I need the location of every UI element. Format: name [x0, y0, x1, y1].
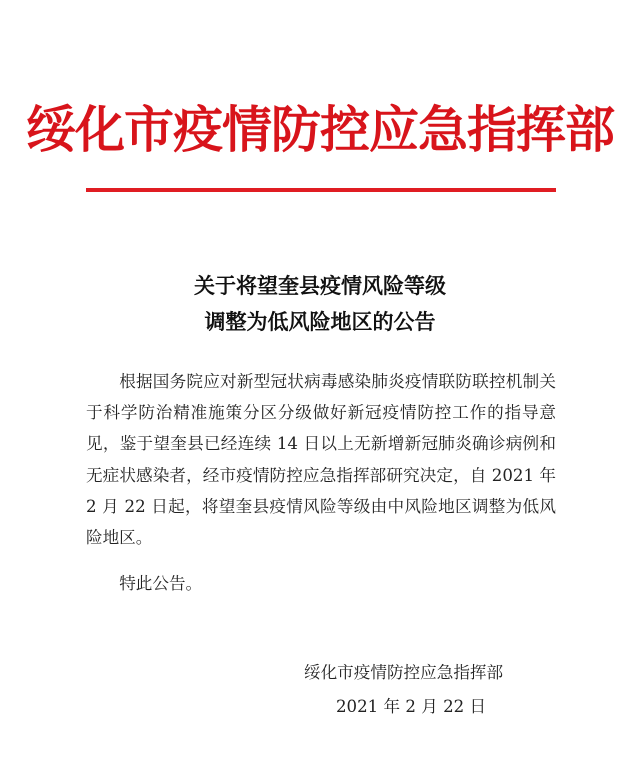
issuing-authority-header: 绥化市疫情防控应急指挥部	[26, 101, 614, 159]
notice-title-line-2: 调整为低风险地区的公告	[204, 309, 436, 334]
notice-title-line-1: 关于将望奎县疫情风险等级	[194, 273, 446, 298]
signature-date: 2021 年 2 月 22 日	[336, 697, 487, 716]
signature-organization: 绥化市疫情防控应急指挥部	[304, 663, 504, 682]
notice-body-paragraph: 根据国务院应对新型冠状病毒感染肺炎疫情联防联控机制关于科学防治精准施策分区分级做好新冠疫情防控工作的指导意见，鉴于望奎县已经连续 14 日以上无新增新冠肺炎确诊病例和无症状感染者，经市疫情防控应急指挥部研究决定，自 2021 年 2 月 22 日起，将望奎县疫情风险等级由中风险地区调整为低风险地区。	[86, 372, 556, 548]
red-divider-line	[86, 188, 556, 192]
notice-closing: 特此公告。	[119, 574, 203, 593]
notice-body	[86, 366, 556, 553]
